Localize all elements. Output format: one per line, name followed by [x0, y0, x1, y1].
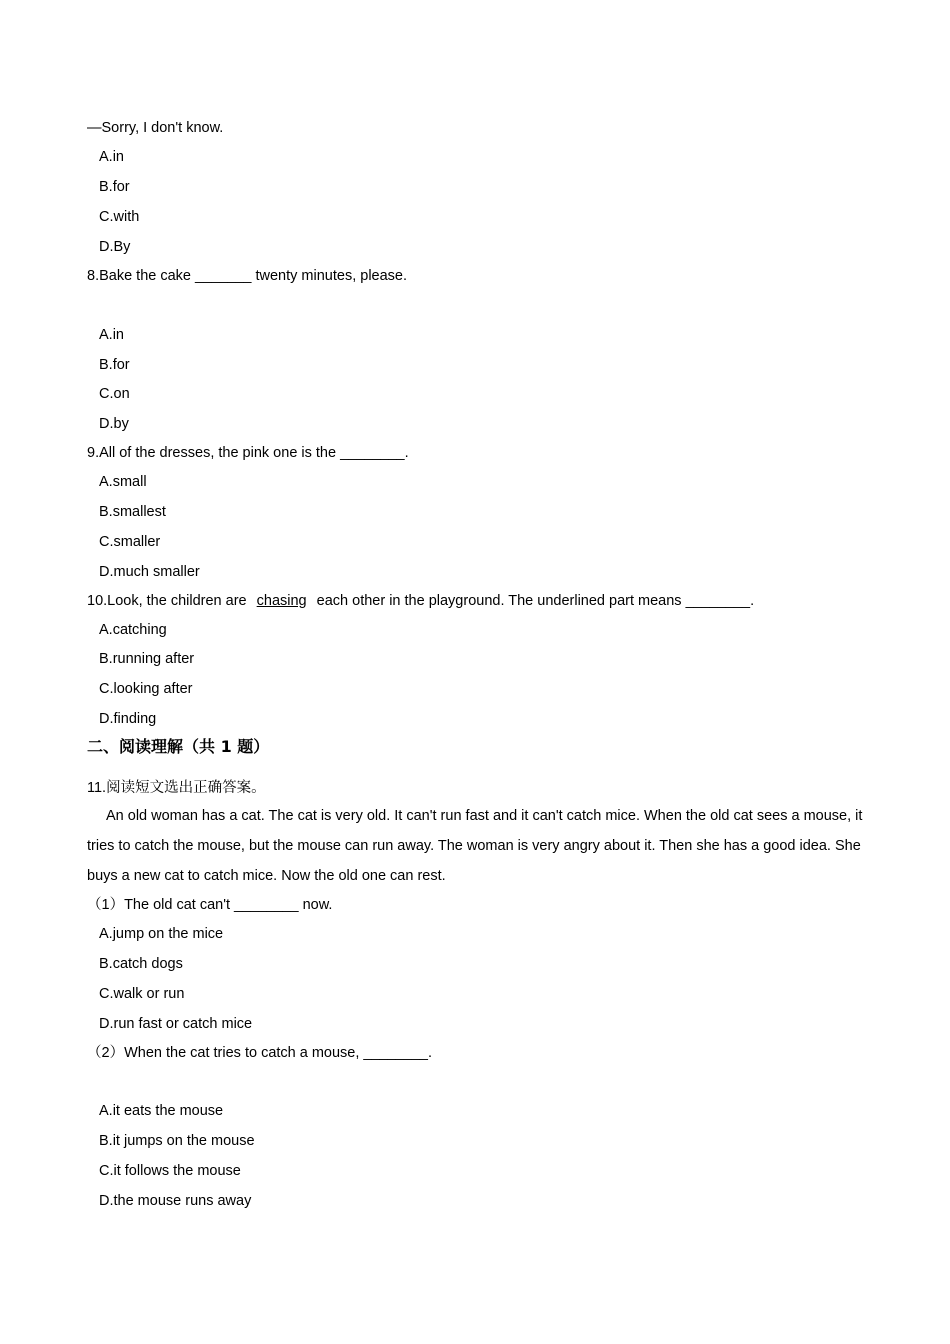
q8-question: 8.Bake the cake _______ twenty minutes, please. — [87, 268, 408, 284]
q9-option-c: C.smaller — [99, 534, 161, 550]
q9-option-a: A.small — [99, 474, 147, 490]
q11-instruction-text: 阅读短文选出正确答案。 — [106, 780, 266, 796]
q10-question — [87, 592, 754, 610]
q7-option-b: B.for — [99, 179, 130, 195]
q11-sub2-question: （2）When the cat tries to catch a mouse, ________. — [87, 1045, 432, 1061]
q8-option-b: B.for — [99, 357, 130, 373]
q11-sub1-option-a: A.jump on the mice — [99, 926, 224, 942]
q11-sub1-option-d: D.run fast or catch mice — [99, 1016, 253, 1032]
q9-option-d: D.much smaller — [99, 564, 200, 580]
q7-option-a: A.in — [99, 149, 124, 165]
q10-option-b: B.running after — [99, 651, 195, 667]
q7-continuation: —Sorry, I don't know. — [87, 120, 224, 136]
q11-number: 11. — [87, 780, 107, 796]
q9-option-b: B.smallest — [99, 504, 166, 520]
q8-option-d: D.by — [99, 416, 129, 432]
q8-option-c: C.on — [99, 386, 130, 402]
q9-question: 9.All of the dresses, the pink one is the ________. — [87, 445, 409, 461]
q11-sub2-option-b: B.it jumps on the mouse — [99, 1133, 255, 1149]
q11-sub2-option-a: A.it eats the mouse — [99, 1103, 224, 1119]
q11-instruction — [87, 779, 266, 797]
q10-option-c: C.looking after — [99, 681, 193, 697]
q7-option-c: C.with — [99, 209, 140, 225]
q10-underlined-word: chasing — [256, 593, 307, 609]
q8-option-a: A.in — [99, 327, 124, 343]
q11-sub1-question: （1）The old cat can't ________ now. — [87, 897, 333, 913]
q10-question-end: each other in the playground. The underlined part means ________. — [312, 593, 755, 609]
q10-option-d: D.finding — [99, 711, 157, 727]
q11-sub2-option-d: D.the mouse runs away — [99, 1193, 252, 1209]
q11-sub1-option-c: C.walk or run — [99, 986, 185, 1002]
q10-question-start: 10.Look, the children are — [87, 593, 251, 609]
q10-option-a: A.catching — [99, 622, 167, 638]
q7-option-d: D.By — [99, 239, 131, 255]
q11-passage: An old woman has a cat. The cat is very old. It can't run fast and it can't catch mice. When the old cat sees a mouse, it tries to catch the mouse, but the mouse can run away. The woman is very angry about it. Then she has a good idea. She buys a new cat to catch mice. Now the old one can rest. — [87, 808, 863, 884]
q11-sub2-option-c: C.it follows the mouse — [99, 1163, 241, 1179]
section-heading-reading: 二、阅读理解（共 1 题） — [87, 737, 270, 756]
q11-sub1-option-b: B.catch dogs — [99, 956, 183, 972]
